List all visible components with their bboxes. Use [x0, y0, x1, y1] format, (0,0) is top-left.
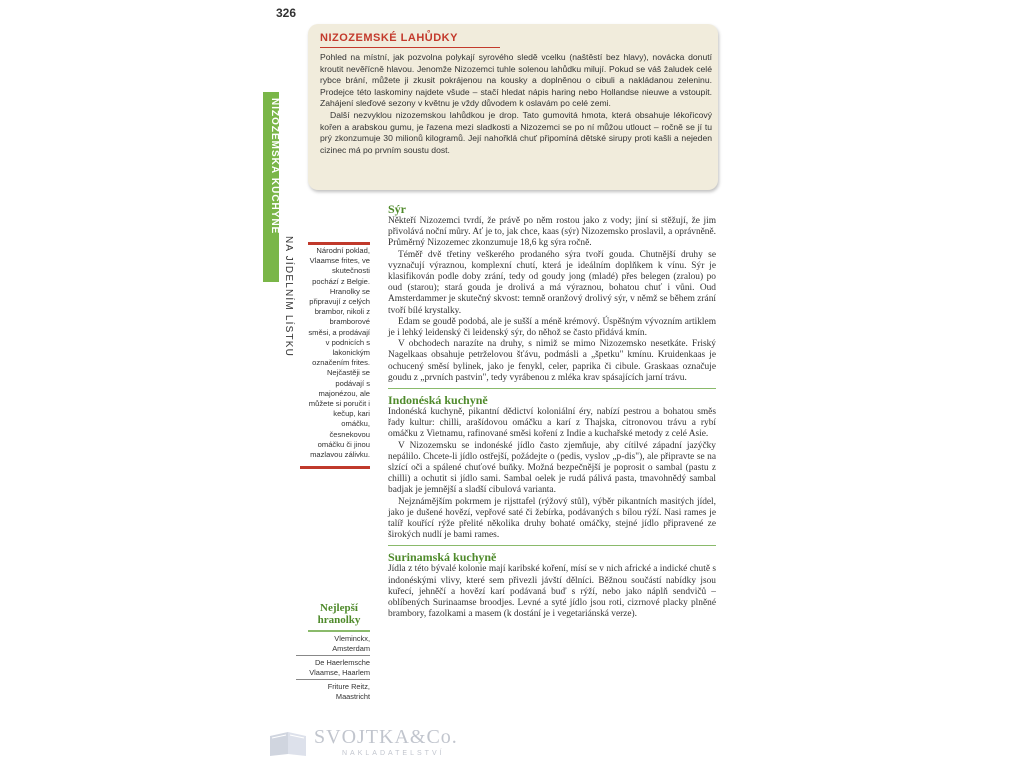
boxout-title-rule [320, 47, 500, 48]
body-paragraph: Jídla z této bývalé kolonie mají karibské koření, mísí se v nich africké a indické chutě s indonéskými vlivy, které sem přivezli jávští dělníci. Běžnou součástí nabídky jsou kuřecí, jehněčí a hovězí karí podávaná buď s rýží, nebo jako náplň sendvičů – oblíbených Surinaamse broodjes. Levné a syté jídlo jsou roti, cizrnové placky plněné brambory, fazolkami a masem (k dostání je i vegetariánská verze). [388, 564, 716, 620]
section-heading-indonesian: Indonéská kuchyně [388, 388, 716, 407]
body-paragraph: Edam se goudě podobá, ale je sušší a méně krémový. Úspěšným vývozním artiklem je i lehký leidenský či leidenský sýr, do něhož se často přidává kmín. [388, 316, 716, 339]
best-fries-item: Friture Reitz, Maastricht [327, 682, 370, 701]
chapter-tab-label-bold: NIZOZEMSKÁ KUCHYNĚ [269, 98, 280, 235]
best-fries-title: Nejlepší hranolky [317, 602, 361, 626]
body-paragraph: V Nizozemsku se indonéské jídlo často zjemňuje, aby cítilvé západní jazýčky nepálilo. Chcete-li jídlo ostřejší, požádejte o (pedis, vyslov „p-dis"), ale připravte se na slzící oči a spálené chuťové buňky. Možná bezpečnější je poprosit o sambal (pastu z chilli) a ochutit si jídlo sami. Sambal oelek je rudá pálivá pasta, tmavohnědý sambal badjak je jemnější a sladší cibulová varianta. [388, 440, 716, 496]
chapter-tab-sublabel: NA JÍDELNÍM LÍSTKU [283, 236, 294, 358]
best-fries-item: Vleminckx, Amsterdam [296, 632, 370, 656]
publisher-watermark [268, 724, 458, 760]
body-paragraph: Indonéská kuchyně, pikantní dědictví koloniální éry, nabízí pestrou a bohatou směs řady kultur: chilli, arašídovou omáčku a karí z Thajska, citronovou trávu a rybí omáčku z Vietnamu, rafinované směsi koření z Indie a kuchařské metody z celé Asie. [388, 407, 716, 440]
main-text [388, 202, 716, 621]
best-fries-item: De Haerlemsche Vlaamse, Haarlem [296, 656, 370, 680]
section-heading-surinamese: Surinamská kuchyně [388, 545, 716, 564]
boxout-paragraph: Pohled na místní, jak pozvolna polykají syrového sledě vcelku (naštěstí bez hlavy), novácka donutí kroutit nevěřícně hlavou. Jenomže Nizozemci tuhle solenou lahůdku milují. Pokud se váš žaludek celé rybce brání, můžete ji zkusit pokrájenou na kousky a doplněnou o cibuli a nakládanou zeleninu. Prodejce této laskominy najdete všude – stačí hledat nápis haring nebo Hollandse nieuwe a vstoupit. Zahájení sleďové sezony v květnu je vždy důvodem k oslavám po celé zemi. [320, 52, 712, 109]
margin-note: Národní poklad, Vlaamse frites, ve skutečnosti pochází z Belgie. Hranolky se připravují z celých brambor, nikoli z bramborové směsi, a prodávají v podnicích s lakonickým označením frites. Nejčastěji se podávají s majonézou, ale můžete si poručit i kečup, kari omáčku, česnekovou omáčku či jinou mazlavou zálivku. [308, 246, 370, 460]
page-number: 326 [276, 6, 297, 20]
boxout-panel [308, 24, 718, 190]
section-heading-cheese: Sýr [388, 202, 406, 216]
book-logo-icon [268, 728, 308, 758]
publisher-subtitle: NAKLADATELSTVÍ [342, 750, 445, 757]
boxout-title: NIZOZEMSKÉ LAHŮDKY [320, 32, 458, 44]
chapter-tab-label [269, 98, 280, 234]
body-paragraph: V obchodech narazíte na druhy, s nimiž se mimo Nizozemsko nesetkáte. Friský Nagelkaas obsahuje petrželovou šťávu, podmásli a „špetku" kmínu. Kruidenkaas je ochucený směsí bylinek, jako je fenykl, celer, paprika či cibule. Graskaas označuje goudu z „prvních pastvin", tedy vyrábenou z mléka krav spásajících jarní trávu. [388, 339, 716, 383]
boxout-paragraph: Další nezvyklou nizozemskou lahůdkou je drop. Tato gumovitá hmota, která obsahuje lékořicový kořen a arabskou gumu, je řazena mezi sladkosti a Nizozemci se po ní můžou utlouct – ročně se jí tu prý zkonzumuje 30 milionů kilogramů. Její nahořklá chuť připomíná dětské sirupy proti kašli a nejeden cizinec má po prvním soustu dost. [320, 109, 712, 155]
body-paragraph: Téměř dvě třetiny veškerého prodaného sýra tvoří gouda. Chutnější druhy se vyznačují výraznou, komplexní chutí, která je ideálním doplňkem k vínu. Sýr je klasifikován podle doby zrání, tedy od goudy jong (mladé) přes belegen (zralou) po oud (starou); stará gouda je drolivá a má výraznou, bohatou chuť i vůni. Oud Amsterdammer je skutečný skvost: temně oranžový drolivý sýr, v němž se během zrání tvoří bílé krystalky. [388, 249, 716, 316]
body-paragraph: Někteří Nizozemci tvrdí, že právě po něm rostou jako z vody; jiní si stěžují, že jim přivolává noční můry. Ať je to, jak chce, kaas (sýr) Nizozemsko proslavil, a oprávněně. Průměrný Nizozemec zkonzumuje 18,6 kg sýra ročně. [388, 216, 716, 249]
best-fries-list [296, 632, 370, 704]
body-paragraph: Nejznámějším pokrmem je rijsttafel (rýžový stůl), výběr pikantních masitých jídel, jako je dušené hovězí, vepřové saté či žebírka, podávaných s bílou rýží. Nasi rames je talíř kouřící rýže přelité několika druhy bohaté omáčky, stejné jídlo připravené ze širokých nudlí je bami rames. [388, 496, 716, 541]
margin-note-rule-top [308, 242, 370, 245]
publisher-name: SVOJTKA&Co. [314, 726, 458, 748]
boxout-text [320, 52, 712, 156]
margin-note-rule-bottom [300, 466, 370, 469]
